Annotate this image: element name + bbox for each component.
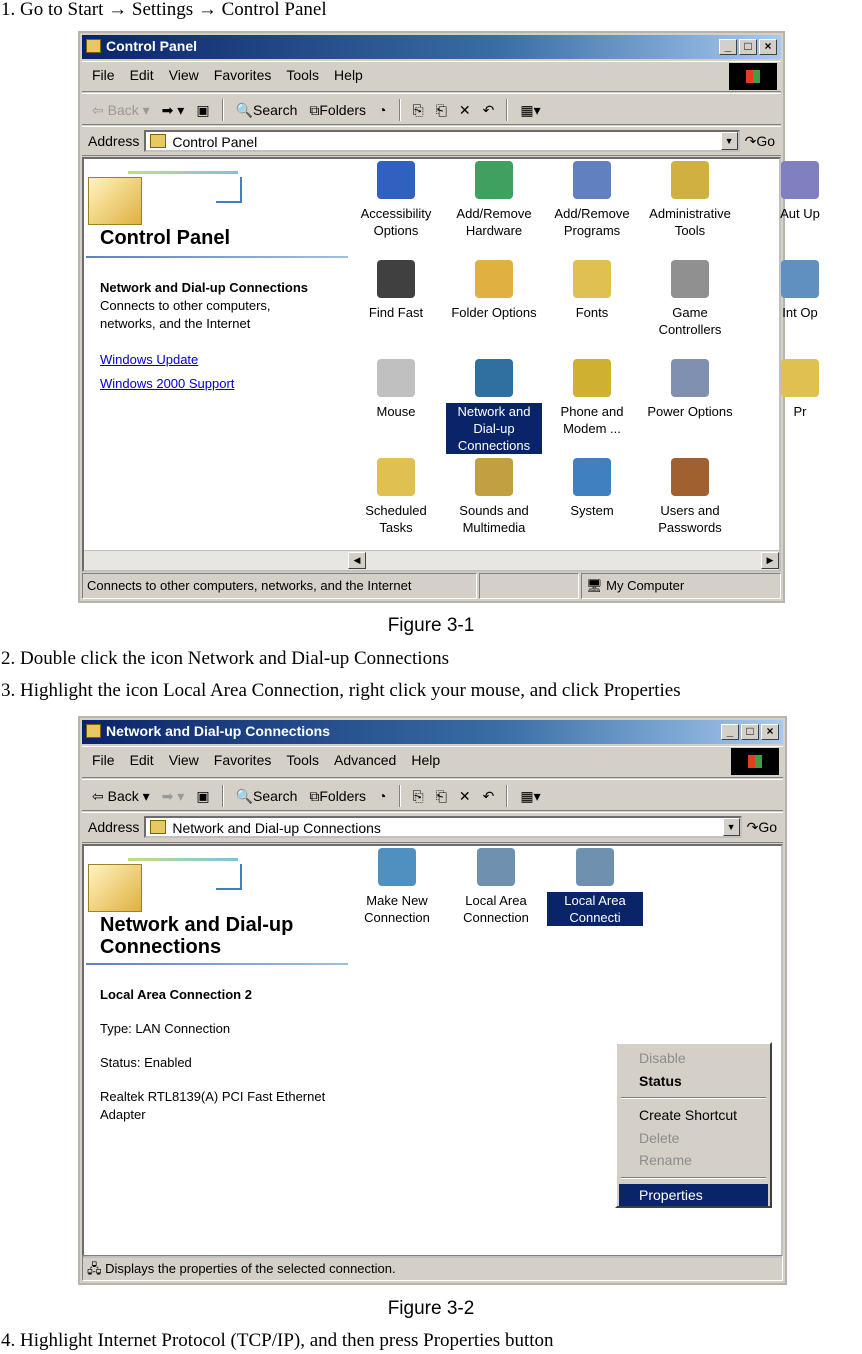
panel-heading: Control Panel — [100, 227, 231, 249]
menu-help[interactable]: Help — [411, 752, 441, 768]
address-bar — [82, 812, 783, 843]
item-label: Mouse — [376, 404, 416, 419]
item-label: Scheduled Tasks — [365, 503, 427, 535]
control-panel-item[interactable] — [544, 260, 640, 321]
local-area-connection-item[interactable] — [547, 848, 643, 926]
up-folder-icon[interactable]: ▣ — [196, 787, 210, 804]
item-label: Local Area Connecti — [547, 892, 643, 926]
title-bar — [82, 720, 783, 744]
item-label: Accessibility Options — [360, 206, 432, 238]
control-panel-item[interactable] — [348, 260, 444, 321]
toolbar — [82, 779, 783, 811]
delete-icon[interactable]: ✕ — [458, 101, 471, 118]
menu-item-disable[interactable]: Disable — [639, 1050, 686, 1066]
new-connection-icon — [378, 848, 416, 886]
connection-adapter: Realtek RTL8139(A) PCI Fast Ethernet Adapter — [100, 1089, 326, 1122]
menu-edit[interactable]: Edit — [129, 752, 154, 768]
figure-caption-2: Figure 3-2 — [387, 1298, 475, 1319]
step-2: 2. Double click the icon Network and Dial-up Connections — [1, 648, 449, 669]
folder-icon — [86, 39, 101, 53]
views-icon[interactable]: ▦▾ — [520, 101, 541, 118]
item-label: Aut Up — [780, 206, 820, 221]
figure-caption-1: Figure 3-1 — [387, 615, 475, 636]
item-label: Add/Remove Programs — [554, 206, 630, 238]
applet-icon — [671, 260, 709, 298]
info-title: Network and Dial-up Connections — [100, 280, 309, 295]
applet-icon — [377, 359, 415, 397]
content-area — [82, 844, 783, 1258]
applet-icon — [781, 260, 819, 298]
menu-edit[interactable]: Edit — [129, 67, 154, 83]
search-button[interactable]: 🔍Search — [235, 101, 298, 118]
item-label: Local Area Connection — [463, 893, 529, 925]
control-panel-item[interactable] — [642, 458, 738, 536]
applet-icon — [573, 359, 611, 397]
menu-bar — [82, 61, 781, 92]
control-panel-item[interactable] — [544, 458, 640, 519]
folders-button[interactable]: ⧉Folders — [309, 787, 367, 804]
applet-icon — [475, 161, 513, 199]
banner-graphic — [88, 850, 248, 918]
control-panel-item[interactable] — [446, 260, 542, 321]
item-label: System — [570, 503, 614, 518]
item-label: Game Controllers — [658, 305, 722, 337]
control-panel-icon — [150, 134, 166, 148]
maximize-button[interactable]: □ — [739, 39, 757, 55]
address-label: Address — [88, 819, 140, 835]
menu-advanced[interactable]: Advanced — [334, 752, 397, 768]
folders-button[interactable]: ⧉Folders — [309, 101, 367, 118]
undo-icon[interactable]: ↶ — [482, 787, 495, 804]
menu-view[interactable]: View — [168, 67, 199, 83]
control-panel-item[interactable] — [544, 161, 640, 239]
status-bar — [82, 1255, 783, 1281]
connection-type: Type: LAN Connection — [100, 1021, 231, 1036]
move-to-icon[interactable]: ⎘ — [412, 101, 424, 118]
undo-icon[interactable]: ↶ — [482, 101, 495, 118]
panel-heading-line1: Network and Dial-up — [100, 914, 294, 936]
item-label: Fonts — [575, 305, 609, 320]
applet-icon — [671, 161, 709, 199]
applet-icon — [573, 458, 611, 496]
network-connections-window — [78, 716, 787, 1285]
control-panel-item[interactable] — [348, 359, 444, 420]
step-1: 1. Go to Start → Settings → Control Panel — [1, 0, 327, 20]
menu-favorites[interactable]: Favorites — [213, 67, 272, 83]
applet-icon — [475, 458, 513, 496]
copy-to-icon[interactable]: ⎗ — [435, 101, 447, 118]
menu-favorites[interactable]: Favorites — [213, 752, 272, 768]
address-input[interactable]: Network and Dial-up Connections ▼ — [144, 816, 741, 838]
applet-icon — [781, 161, 819, 199]
address-bar — [82, 126, 781, 156]
network-folder-icon — [150, 820, 166, 834]
item-label: Add/Remove Hardware — [456, 206, 532, 238]
delete-icon[interactable]: ✕ — [458, 787, 471, 804]
applet-icon — [781, 359, 819, 397]
views-icon[interactable]: ▦▾ — [520, 787, 541, 804]
minimize-button[interactable]: _ — [721, 724, 739, 740]
control-panel-item[interactable] — [752, 161, 848, 222]
dropdown-arrow-icon[interactable]: ▼ — [721, 132, 738, 150]
maximize-button[interactable]: □ — [741, 724, 759, 740]
left-panel — [84, 159, 349, 570]
move-to-icon[interactable]: ⎘ — [412, 787, 424, 804]
window-title: Network and Dial-up Connections — [106, 723, 331, 739]
close-button[interactable]: × — [759, 39, 777, 55]
panel-heading-line2: Connections — [100, 936, 222, 958]
applet-icon — [377, 260, 415, 298]
forward-button[interactable]: ➡ ▾ — [161, 787, 185, 804]
address-label: Address — [88, 133, 140, 149]
applet-icon — [671, 458, 709, 496]
item-label: Users and Passwords — [658, 503, 722, 535]
item-label: Sounds and Multimedia — [459, 503, 529, 535]
item-label: Administrative Tools — [649, 206, 731, 238]
windows-logo-icon — [729, 63, 777, 90]
close-button[interactable]: × — [761, 724, 779, 740]
item-label: Phone and Modem ... — [560, 404, 624, 436]
forward-button[interactable]: ➡ ▾ — [161, 101, 185, 118]
control-panel-item[interactable] — [752, 359, 848, 420]
network-computer-icon — [477, 848, 515, 886]
control-panel-item[interactable] — [348, 458, 444, 536]
item-label: Network and Dial-up Connections — [446, 403, 542, 454]
applet-icon — [475, 359, 513, 397]
copy-to-icon[interactable]: ⎗ — [435, 787, 447, 804]
step-3: 3. Highlight the icon Local Area Connection, right click your mouse, and click Properties — [1, 680, 681, 701]
menu-item-status[interactable]: Status — [639, 1072, 682, 1089]
control-panel-item[interactable] — [446, 359, 542, 454]
window-title: Control Panel — [106, 38, 198, 54]
applet-icon — [377, 458, 415, 496]
content-area — [82, 157, 820, 572]
menu-item-properties[interactable]: Properties — [619, 1184, 768, 1207]
item-label: Folder Options — [451, 305, 537, 320]
menu-item-delete[interactable]: Delete — [639, 1129, 680, 1146]
local-area-connection-item[interactable] — [448, 848, 544, 926]
up-folder-icon[interactable]: ▣ — [196, 101, 210, 118]
item-label: Make New Connection — [364, 893, 430, 925]
control-panel-item[interactable] — [642, 260, 738, 338]
info-description: Connects to other computers, networks, and the Internet — [100, 298, 271, 331]
applet-icon — [573, 161, 611, 199]
menu-bar — [82, 746, 783, 778]
dropdown-arrow-icon[interactable]: ▼ — [723, 818, 740, 836]
search-button[interactable]: 🔍Search — [235, 787, 298, 804]
applet-icon — [475, 260, 513, 298]
control-panel-window — [78, 31, 820, 603]
minimize-button[interactable]: _ — [719, 39, 737, 55]
windows-2000-support-link[interactable]: Windows 2000 Support — [100, 376, 235, 391]
address-input[interactable]: Control Panel ▼ — [144, 130, 739, 152]
applet-icon — [377, 161, 415, 199]
back-button[interactable]: ⇦ Back ▾ — [92, 101, 150, 118]
menu-file[interactable]: File — [92, 752, 115, 768]
connection-status: Status: Enabled — [100, 1055, 192, 1070]
make-new-connection-item[interactable] — [349, 848, 445, 926]
history-icon[interactable]: ◔ — [378, 102, 387, 118]
menu-tools[interactable]: Tools — [286, 752, 320, 768]
go-button[interactable]: ↷Go — [746, 818, 777, 835]
left-panel — [84, 846, 349, 1256]
step-4: 4. Highlight Internet Protocol (TCP/IP), and then press Properties button — [1, 1330, 554, 1351]
applet-icon — [573, 260, 611, 298]
back-button[interactable]: ⇦ Back ▾ — [92, 787, 150, 804]
control-panel-item[interactable] — [642, 359, 738, 420]
toolbar — [82, 93, 781, 125]
control-panel-item[interactable] — [446, 161, 542, 239]
status-zone: 🖥 My Computer — [581, 573, 781, 599]
status-bar — [82, 573, 781, 599]
status-text: 🖧 Displays the properties of the selected connection. — [82, 1255, 783, 1281]
go-button[interactable]: ↷Go — [744, 132, 775, 149]
windows-logo-icon — [731, 748, 779, 775]
item-label: Pr — [793, 404, 807, 419]
item-label: Find Fast — [368, 305, 424, 320]
status-text: Connects to other computers, networks, and the Internet — [82, 573, 477, 599]
item-label: Power Options — [647, 404, 733, 419]
control-panel-item[interactable] — [348, 161, 444, 239]
history-icon[interactable]: ◔ — [378, 788, 387, 804]
item-label: Int Op — [782, 305, 818, 320]
network-folder-icon — [86, 724, 101, 738]
control-panel-item[interactable] — [544, 359, 640, 437]
control-panel-item[interactable] — [446, 458, 542, 536]
title-bar — [82, 35, 781, 59]
context-menu — [615, 1042, 772, 1208]
menu-help[interactable]: Help — [334, 67, 363, 83]
control-panel-item[interactable] — [642, 161, 738, 239]
horizontal-scrollbar[interactable]: ◀ ▶ — [84, 550, 779, 570]
control-panel-item[interactable] — [752, 260, 848, 321]
network-computer-icon — [576, 848, 614, 886]
menu-item-create-shortcut[interactable]: Create Shortcut — [639, 1107, 738, 1123]
windows-update-link[interactable]: Windows Update — [100, 352, 199, 367]
banner-graphic — [88, 163, 248, 231]
menu-tools[interactable]: Tools — [286, 67, 320, 83]
menu-view[interactable]: View — [168, 752, 199, 768]
applet-icon — [671, 359, 709, 397]
connection-name: Local Area Connection 2 — [100, 987, 252, 1002]
menu-file[interactable]: File — [92, 67, 115, 83]
menu-item-rename[interactable]: Rename — [639, 1152, 692, 1168]
